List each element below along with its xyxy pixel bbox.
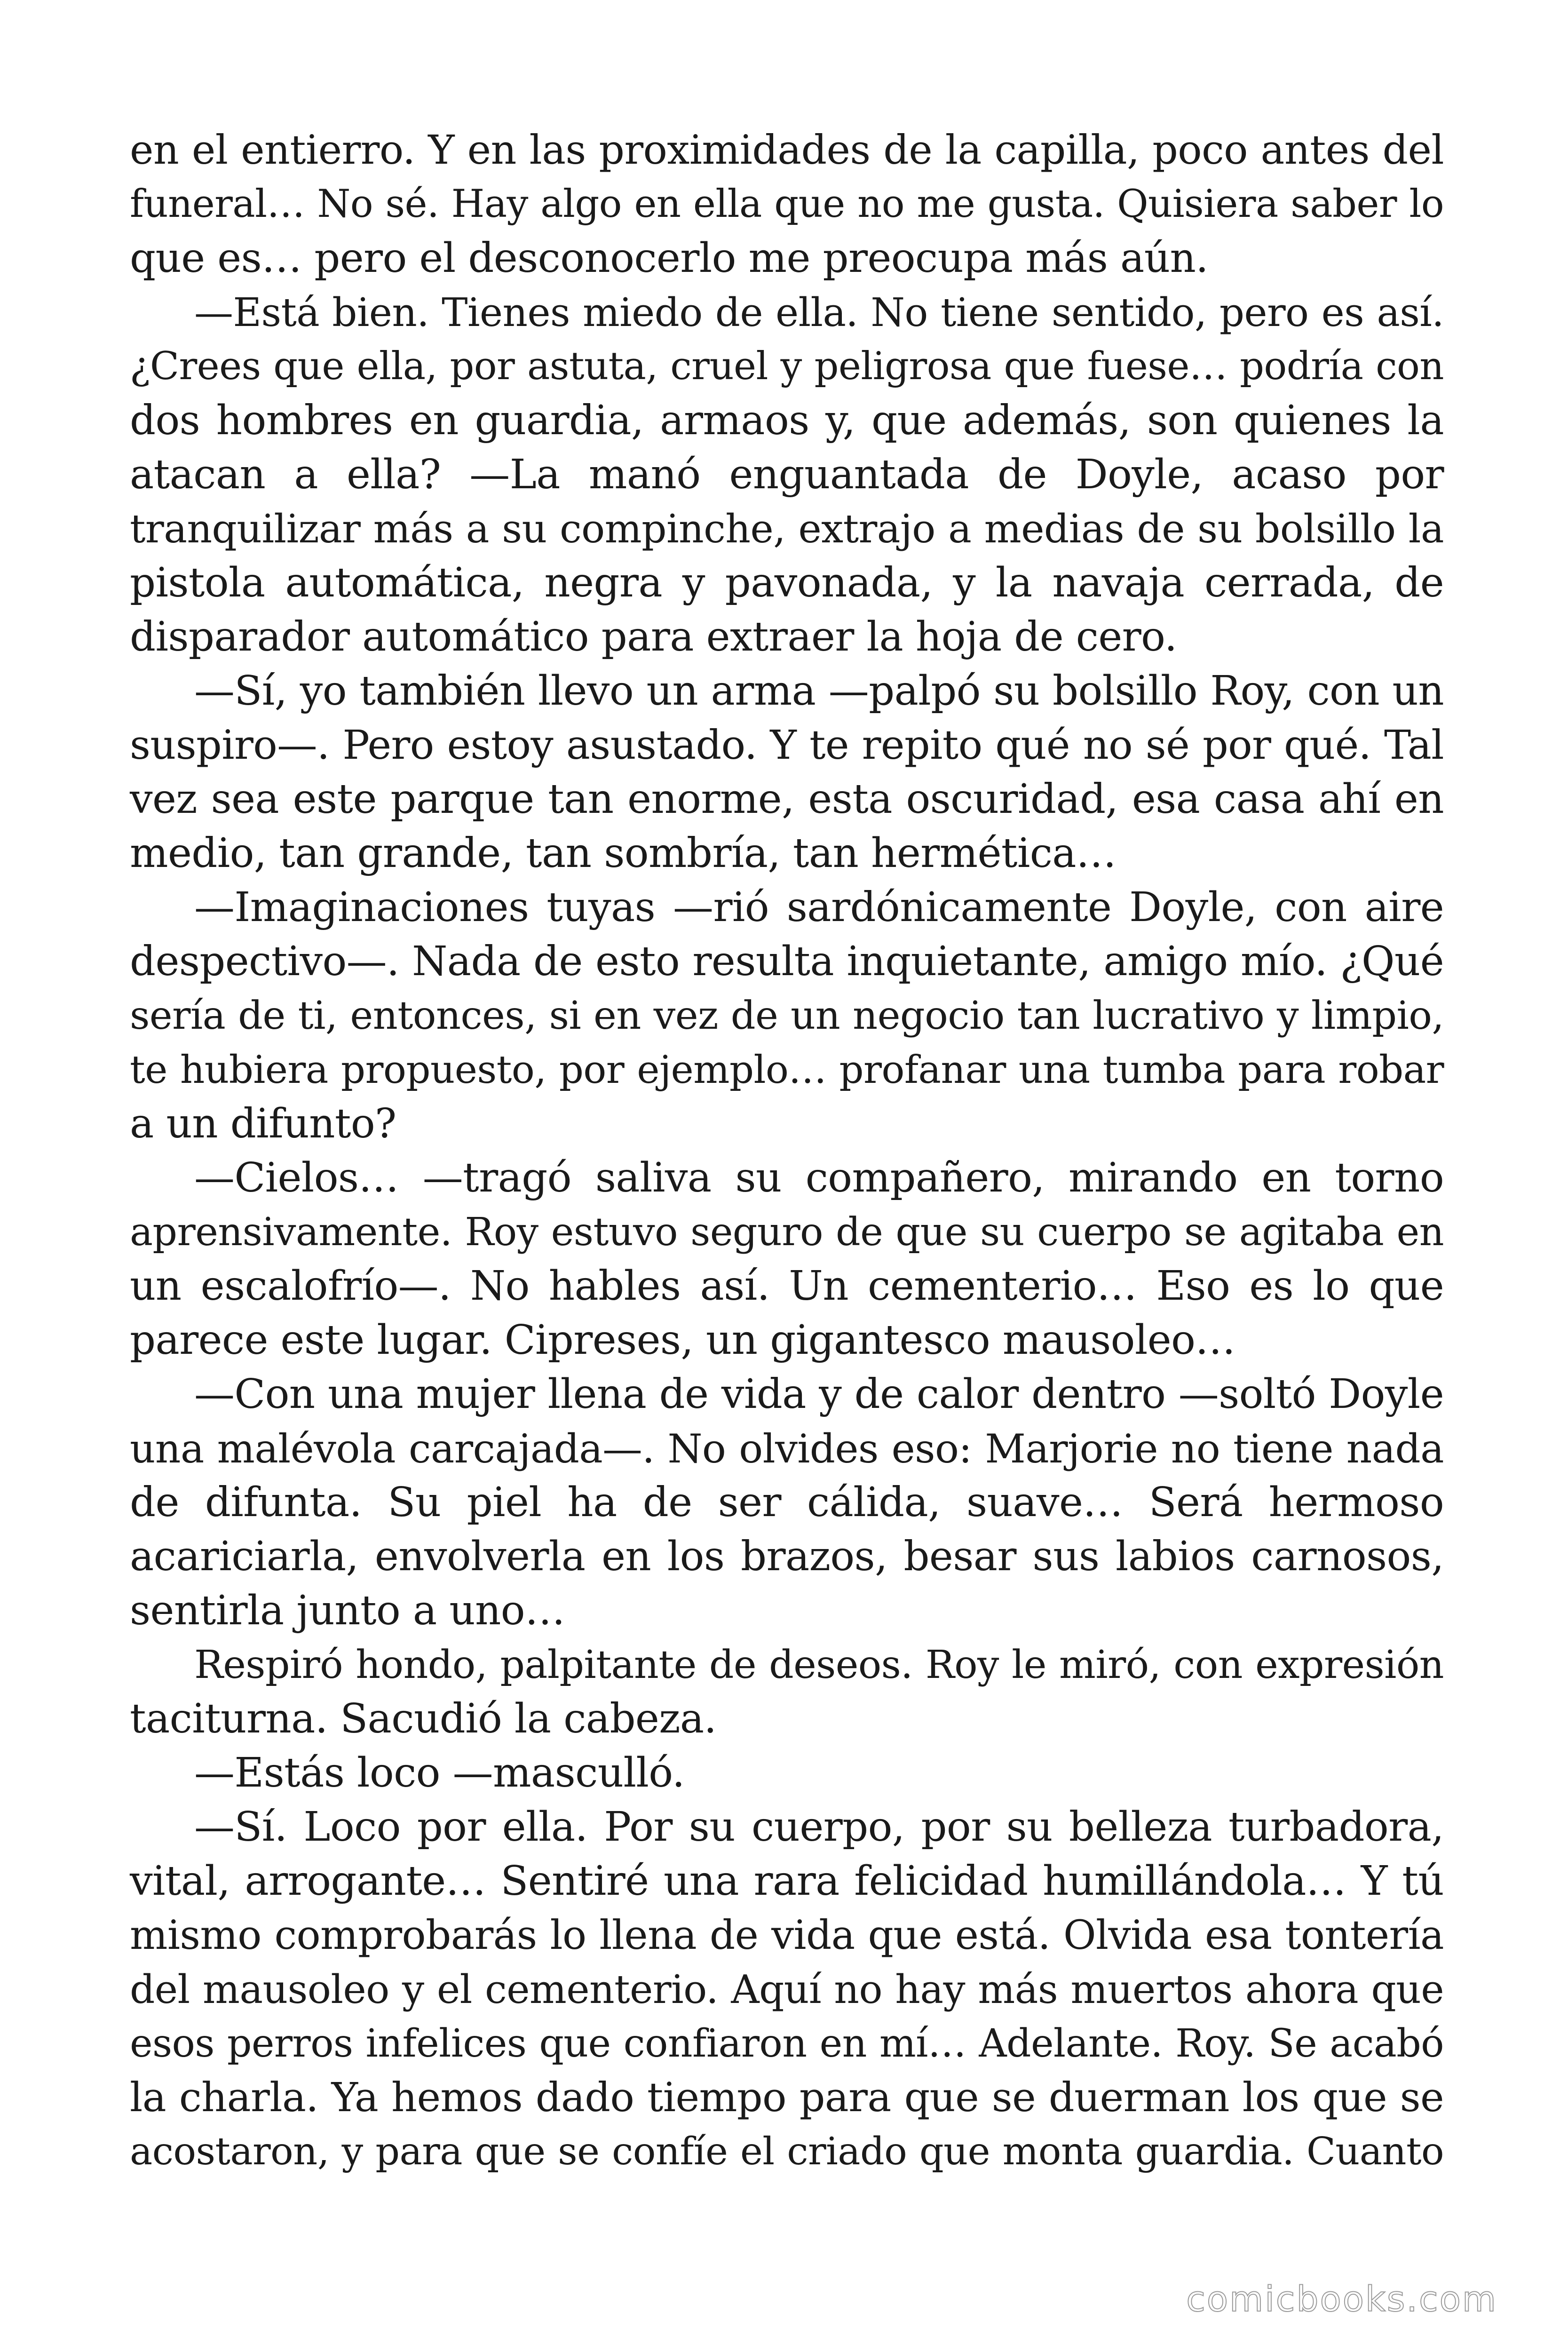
text-line: sería de ti, entonces, si en vez de un negocio tan lucrativo y limpio, [130,993,1444,1038]
text-line: —Cielos… —tragó saliva su compañero, mirando en torno [194,1154,1444,1201]
text-line: una malévola carcajada—. No olvides eso: Marjorie no tiene nada [130,1425,1444,1472]
text-line: a un difunto? [130,1100,396,1147]
text-line: —Está bien. Tienes miedo de ella. No tiene sentido, pero es así. [194,290,1444,335]
text-line: te hubiera propuesto, por ejemplo… profanar una tumba para robar [130,1048,1444,1092]
text-line: ¿Crees que ella, por astuta, cruel y peligrosa que fuese… podría con [130,344,1444,389]
text-line: del mausoleo y el cementerio. Aquí no hay más muertos ahora que [130,1967,1444,2012]
text-line: la charla. Ya hemos dado tiempo para que se duerman los que se [130,2074,1444,2121]
text-line: pistola automática, negra y pavonada, y la navaja cerrada, de [130,559,1444,606]
text-line: funeral… No sé. Hay algo en ella que no me gusta. Quisiera saber lo [130,182,1444,226]
text-line: suspiro—. Pero estoy asustado. Y te repito qué no sé por qué. Tal [130,722,1444,769]
watermark: comicbooks.com [1186,2279,1497,2320]
text-line: despectivo—. Nada de esto resulta inquietante, amigo mío. ¿Qué [130,938,1444,985]
text-line: aprensivamente. Roy estuvo seguro de que su cuerpo se agitaba en [130,1210,1444,1255]
text-line: —Sí. Loco por ella. Por su cuerpo, por su belleza turbadora, [194,1804,1444,1851]
text-line: —Con una mujer llena de vida y de calor dentro —soltó Doyle [194,1371,1444,1418]
text-line: —Sí, yo también llevo un arma —palpó su bolsillo Roy, con un [194,667,1444,715]
text-line: tranquilizar más a su compinche, extrajo a medias de su bolsillo la [130,506,1444,552]
text-line: —Imaginaciones tuyas —rió sardónicamente Doyle, con aire [194,884,1444,931]
text-line: vez sea este parque tan enorme, esta oscuridad, esa casa ahí en [130,776,1444,823]
text-line: parece este lugar. Cipreses, un gigantesco mausoleo… [130,1317,1235,1364]
text-line: de difunta. Su piel ha de ser cálida, suave… Será hermoso [130,1479,1444,1526]
text-line: —Estás loco —masculló. [194,1749,685,1796]
text-line: taciturna. Sacudió la cabeza. [130,1695,717,1742]
text-line: esos perros infelices que confiaron en mí… Adelante. Roy. Se acabó [130,2021,1444,2066]
text-line: acostaron, y para que se confíe el criado que monta guardia. Cuanto [130,2130,1444,2174]
body-text [130,123,1444,2179]
text-line: atacan a ella? —La manó enguantada de Doyle, acaso por [130,451,1444,498]
text-line: mismo comprobarás lo llena de vida que está. Olvida esa tontería [130,1912,1444,1959]
text-line: en el entierro. Y en las proximidades de la capilla, poco antes del [130,127,1444,174]
text-line: vital, arrogante… Sentiré una rara felicidad humillándola… Y tú [130,1858,1444,1905]
text-line: un escalofrío—. No hables así. Un cementerio… Eso es lo que [130,1263,1444,1310]
text-line: sentirla junto a uno… [130,1587,565,1634]
text-line: disparador automático para extraer la hoja de cero. [130,613,1177,660]
text-line: Respiró hondo, palpitante de deseos. Roy le miró, con expresión [194,1643,1444,1687]
text-line: que es… pero el desconocerlo me preocupa más aún. [130,235,1209,282]
text-line: acariciarla, envolverla en los brazos, besar sus labios carnosos, [130,1533,1444,1580]
text-line: dos hombres en guardia, armaos y, que además, son quienes la [130,397,1444,444]
text-line: medio, tan grande, tan sombría, tan hermética… [130,830,1117,877]
